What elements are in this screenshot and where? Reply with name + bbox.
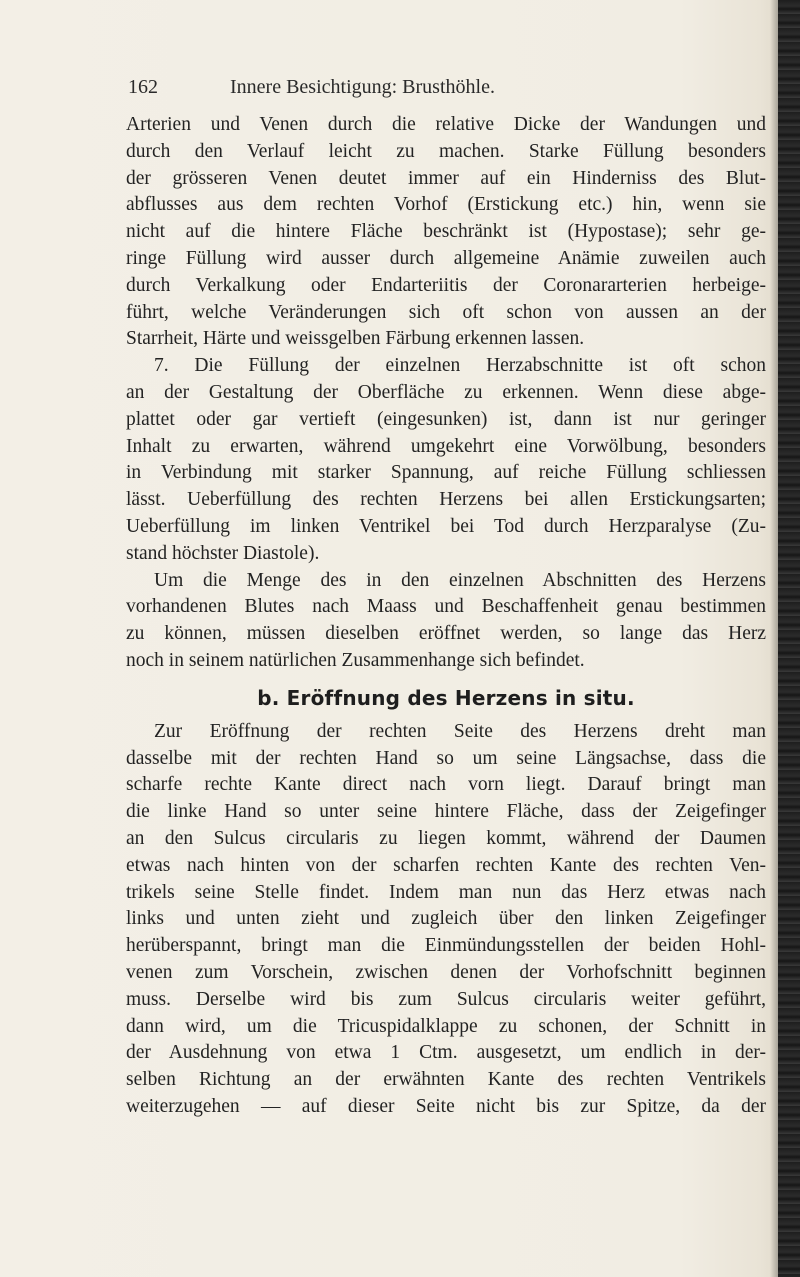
text-line: Inhalt zu erwarten, während umgekehrt eine Vorwölbung, besonders [126, 435, 766, 457]
text-line: durch den Verlauf leicht zu machen. Starke Füllung besonders [126, 140, 766, 162]
text-line: die linke Hand so unter seine hintere Fläche, dass der Zeigefinger [126, 801, 766, 823]
text-line: trikels seine Stelle findet. Indem man nun das Herz etwas nach [126, 881, 766, 903]
text-line: stand höchster Diastole). [126, 542, 320, 564]
text-line: plattet oder gar vertieft (eingesunken) ist, dann ist nur geringer [126, 408, 766, 430]
running-title: Innere Besichtigung: Brusthöhle. [230, 76, 495, 98]
text-line: herüberspannt, bringt man die Einmündungsstellen der beiden Hohl- [126, 935, 766, 957]
body-text [126, 112, 766, 1121]
text-line: muss. Derselbe wird bis zum Sulcus circularis weiter geführt, [126, 988, 766, 1010]
text-line: durch Verkalkung oder Endarteriitis der Coronararterien herbeige- [126, 274, 766, 296]
text-line: dasselbe mit der rechten Hand so um seine Längsachse, dass die [126, 747, 766, 769]
text-line: Arterien und Venen durch die relative Dicke der Wandungen und [126, 114, 766, 135]
text-line: der grösseren Venen deutet immer auf ein Hinderniss des Blut- [126, 167, 766, 189]
page-number: 162 [128, 76, 158, 98]
text-line: abflusses aus dem rechten Vorhof (Erstickung etc.) hin, wenn sie [126, 194, 766, 216]
text-line: Starrheit, Härte und weissgelben Färbung erkennen lassen. [126, 328, 585, 350]
text-line: der Ausdehnung von etwa 1 Ctm. ausgesetzt, um endlich in der- [126, 1042, 766, 1064]
text-line: links und unten zieht und zugleich über den linken Zeigefinger [126, 908, 766, 930]
text-line: an der Gestaltung der Oberfläche zu erkennen. Wenn diese abge- [126, 381, 766, 403]
text-line: zu können, müssen dieselben eröffnet werden, so lange das Herz [126, 623, 766, 645]
text-line: führt, welche Veränderungen sich oft schon von aussen an der [126, 301, 766, 323]
text-line: noch in seinem natürlichen Zusammenhange sich befindet. [126, 649, 585, 671]
section-heading: b. Eröffnung des Herzens in situ. [257, 685, 635, 710]
text-line: ringe Füllung wird ausser durch allgemeine Anämie zuweilen auch [126, 247, 766, 269]
text-line: nicht auf die hintere Fläche beschränkt ist (Hypostase); sehr ge- [126, 221, 766, 243]
text-line: vorhandenen Blutes nach Maass und Beschaffenheit genau bestimmen [126, 596, 766, 618]
text-line: Zur Eröffnung der rechten Seite des Herzens dreht man [154, 720, 766, 742]
running-header [128, 76, 768, 104]
book-spine-edge [778, 0, 800, 1277]
text-line: scharfe rechte Kante direct nach vorn liegt. Darauf bringt man [126, 774, 766, 796]
text-line: dann wird, um die Tricuspidalklappe zu schonen, der Schnitt in [126, 1015, 766, 1037]
text-line: an den Sulcus circularis zu liegen kommt, während der Daumen [126, 827, 766, 849]
text-line: Um die Menge des in den einzelnen Abschnitten des Herzens [154, 569, 766, 591]
text-line: in Verbindung mit starker Spannung, auf reiche Füllung schliessen [126, 462, 766, 484]
text-line: 7. Die Füllung der einzelnen Herzabschnitte ist oft schon [154, 355, 766, 377]
text-line: lässt. Ueberfüllung des rechten Herzens bei allen Erstickungsarten; [126, 489, 766, 511]
page-gutter-shadow [770, 0, 778, 1277]
text-line: etwas nach hinten von der scharfen rechten Kante des rechten Ven- [126, 854, 766, 876]
text-line: weiterzugehen — auf dieser Seite nicht bis zur Spitze, da der [126, 1095, 766, 1117]
text-line: Ueberfüllung im linken Ventrikel bei Tod durch Herzparalyse (Zu- [126, 515, 766, 537]
text-line: venen zum Vorschein, zwischen denen der Vorhofschnitt beginnen [126, 961, 766, 983]
text-line: selben Richtung an der erwähnten Kante des rechten Ventrikels [126, 1069, 766, 1091]
